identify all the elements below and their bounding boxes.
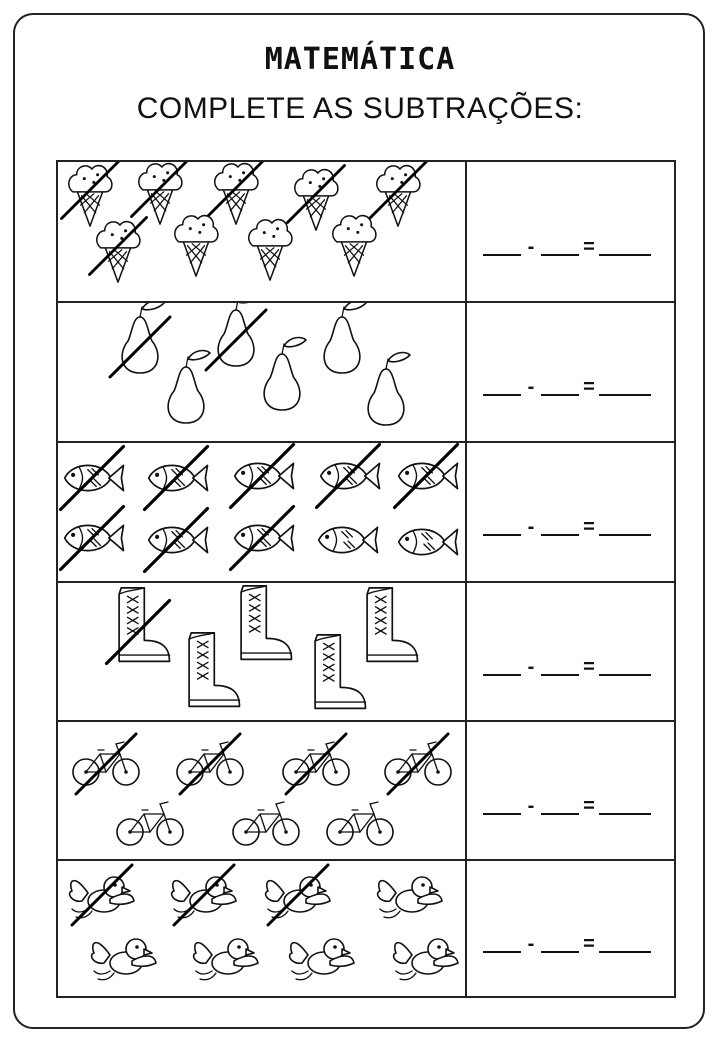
answer-cell — [467, 583, 674, 720]
bird-icon — [70, 865, 134, 925]
minuend-blank[interactable] — [483, 656, 521, 676]
ice-cream-icon — [333, 216, 376, 277]
result-blank[interactable] — [599, 236, 651, 256]
boot-icon — [189, 633, 239, 707]
subtrahend-blank[interactable] — [541, 933, 579, 953]
subtraction-equation — [483, 795, 651, 815]
boot-icon — [107, 588, 170, 664]
pear-icon — [264, 338, 306, 410]
exercise-row-boot — [58, 583, 674, 720]
bicycle-icon — [177, 734, 243, 794]
ice-cream-icon — [370, 162, 427, 226]
subtraction-equation — [483, 933, 651, 953]
bird-icon — [378, 877, 442, 918]
picture-cell — [58, 722, 467, 859]
result-blank[interactable] — [599, 795, 651, 815]
bird-icon — [194, 939, 258, 980]
ice-cream-icon — [175, 216, 218, 277]
equals-sign: = — [583, 235, 595, 258]
exercise-row-pear — [58, 303, 674, 441]
fish-icon — [317, 445, 380, 508]
answer-cell — [467, 722, 674, 859]
fish-icon — [61, 447, 124, 510]
bicycle-icon — [385, 734, 451, 794]
result-blank[interactable] — [599, 376, 651, 396]
instruction-text: COMPLETE AS SUBTRAÇÕES: — [136, 92, 584, 125]
pear-icon — [110, 303, 170, 377]
minus-sign: - — [527, 932, 535, 955]
subtraction-equation — [483, 656, 651, 676]
minuend-blank[interactable] — [483, 376, 521, 396]
fish-icon — [319, 527, 378, 552]
fish-icon — [231, 507, 294, 570]
ice-cream-icon — [288, 166, 345, 231]
answer-cell — [467, 162, 674, 301]
fish-pictures — [58, 443, 465, 581]
bird-icon — [290, 939, 354, 980]
ice-cream-pictures — [58, 162, 465, 301]
subtrahend-blank[interactable] — [541, 236, 579, 256]
picture-cell — [58, 162, 467, 301]
equals-sign: = — [583, 376, 595, 398]
bicycle-icon — [283, 734, 349, 794]
bicycle-icon — [327, 802, 393, 845]
subtraction-equation — [483, 516, 651, 536]
picture-cell — [58, 303, 467, 441]
fish-icon — [231, 445, 294, 508]
minuend-blank[interactable] — [483, 795, 521, 815]
result-blank[interactable] — [599, 516, 651, 536]
minuend-blank[interactable] — [483, 933, 521, 953]
exercise-table — [56, 160, 676, 998]
result-blank[interactable] — [599, 933, 651, 953]
pear-pictures — [58, 303, 465, 441]
minus-sign: - — [527, 794, 535, 817]
minuend-blank[interactable] — [483, 516, 521, 536]
bird-icon — [92, 939, 156, 980]
equals-sign: = — [583, 516, 595, 538]
pear-icon — [206, 303, 266, 370]
ice-cream-icon — [132, 162, 189, 224]
bird-pictures — [58, 861, 465, 996]
subtrahend-blank[interactable] — [541, 376, 579, 396]
minuend-blank[interactable] — [483, 236, 521, 256]
ice-cream-icon — [208, 162, 265, 224]
subtrahend-blank[interactable] — [541, 795, 579, 815]
ice-cream-icon — [249, 220, 292, 281]
equals-sign: = — [583, 794, 595, 817]
page-title: MATEMÁTICA — [264, 42, 456, 77]
bird-icon — [394, 939, 458, 980]
fish-icon — [145, 509, 208, 572]
exercise-row-bird — [58, 861, 674, 996]
minus-sign: - — [527, 235, 535, 258]
bicycle-pictures — [58, 722, 465, 859]
picture-cell — [58, 861, 467, 996]
exercise-row-fish — [58, 443, 674, 581]
boot-icon — [241, 586, 291, 660]
pear-icon — [168, 351, 210, 423]
boot-icon — [367, 588, 417, 662]
equals-sign: = — [583, 932, 595, 955]
fish-icon — [399, 529, 458, 554]
answer-cell — [467, 303, 674, 441]
exercise-row-ice-cream — [58, 162, 674, 301]
minus-sign: - — [527, 655, 535, 678]
subtraction-equation — [483, 236, 651, 256]
answer-cell — [467, 861, 674, 996]
ice-cream-icon — [62, 162, 119, 226]
boot-icon — [315, 635, 365, 709]
fish-icon — [395, 445, 458, 508]
bicycle-icon — [117, 802, 183, 845]
exercise-row-bicycle — [58, 722, 674, 859]
boot-pictures — [58, 583, 465, 720]
picture-cell — [58, 443, 467, 581]
equals-sign: = — [583, 655, 595, 678]
bicycle-icon — [73, 734, 139, 794]
ice-cream-icon — [90, 218, 147, 283]
bird-icon — [266, 865, 330, 925]
minus-sign: - — [527, 376, 535, 398]
fish-icon — [61, 507, 124, 570]
fish-icon — [145, 447, 208, 510]
subtrahend-blank[interactable] — [541, 656, 579, 676]
pear-icon — [324, 303, 366, 373]
answer-cell — [467, 443, 674, 581]
subtraction-equation — [483, 376, 651, 396]
subtrahend-blank[interactable] — [541, 516, 579, 536]
result-blank[interactable] — [599, 656, 651, 676]
pear-icon — [368, 353, 410, 425]
bird-icon — [172, 865, 236, 925]
bicycle-icon — [233, 802, 299, 845]
minus-sign: - — [527, 516, 535, 538]
picture-cell — [58, 583, 467, 720]
